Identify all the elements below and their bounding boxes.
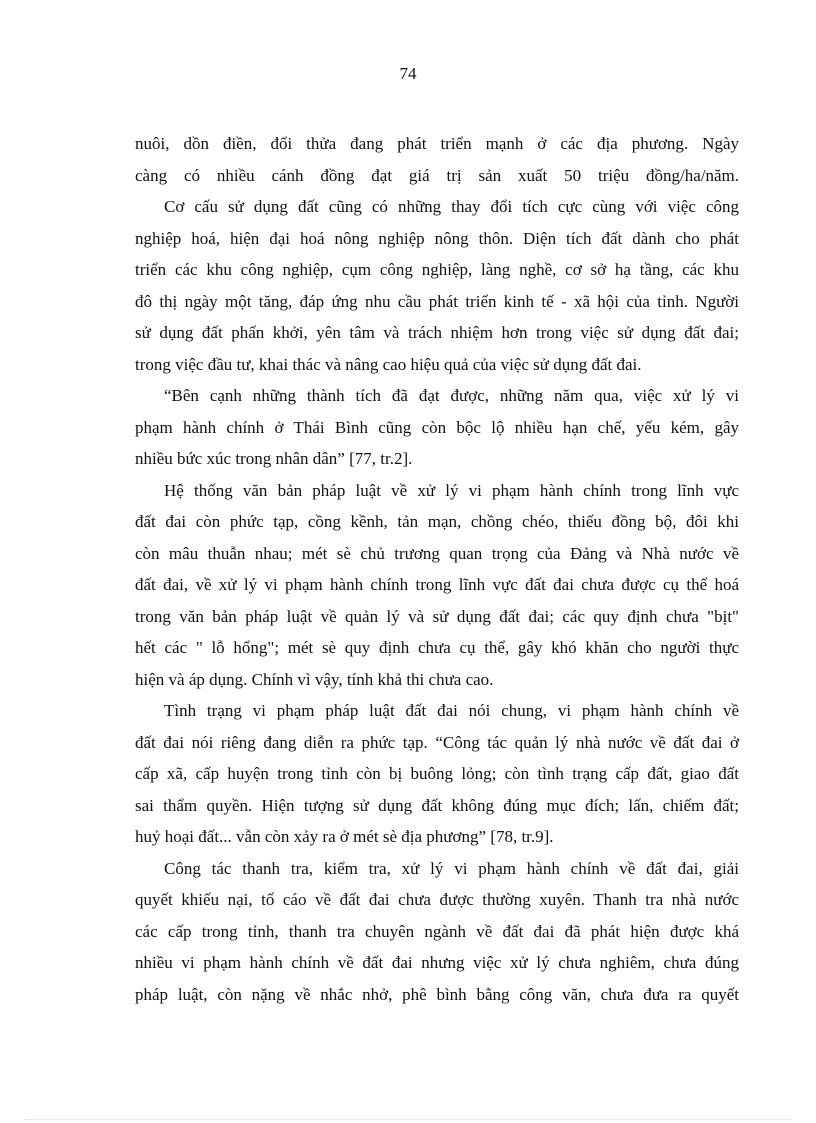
text-line: đô thị ngày một tăng, đáp ứng nhu cầu phát triển kinh tế - xã hội của tỉnh. Người xyxy=(135,291,739,311)
text-line: nhiều vi phạm hành chính về đất đai nhưng việc xử lý chưa nghiêm, chưa đúng xyxy=(135,953,739,972)
text-line: triển các khu công nghiệp, cụm công nghiệp, làng nghề, cơ sở hạ tầng, các khu xyxy=(135,260,739,279)
text-line: các cấp trong tỉnh, thanh tra chuyên ngành về đất đai đã phát hiện được khá xyxy=(135,921,739,941)
text-line: trong việc đầu tư, khai thác và nâng cao hiệu quả của việc sử dụng đất đai. xyxy=(135,354,642,374)
document-body xyxy=(135,128,739,1010)
text-line: “Bên cạnh những thành tích đã đạt được, những năm qua, việc xử lý vi xyxy=(164,386,739,405)
paragraph xyxy=(135,475,739,696)
paragraph xyxy=(135,695,739,853)
text-line: hiện và áp dụng. Chính vì vậy, tính khả thi chưa cao. xyxy=(135,669,494,689)
text-line: nuôi, dồn điền, đổi thửa đang phát triển mạnh ở các địa phương. Ngày xyxy=(135,134,739,153)
text-line: đất đai nói riêng đang diễn ra phức tạp. “Công tác quản lý nhà nước về đất đai ở xyxy=(135,732,739,752)
text-line: quyết khiếu nại, tố cáo về đất đai chưa được thường xuyên. Thanh tra nhà nước xyxy=(135,890,739,909)
text-line: pháp luật, còn nặng về nhắc nhở, phê bình bằng công văn, chưa đưa ra quyết xyxy=(135,984,739,1004)
text-line: nhiều bức xúc trong nhân dân” [77, tr.2]. xyxy=(135,449,413,468)
paragraph xyxy=(135,128,739,191)
text-line: sai thẩm quyền. Hiện tượng sử dụng đất không đúng mục đích; lấn, chiếm đất; xyxy=(135,795,739,815)
paragraph xyxy=(135,380,739,475)
text-line: Công tác thanh tra, kiểm tra, xử lý vi phạm hành chính về đất đai, giải xyxy=(164,858,739,878)
text-line: đất đai còn phức tạp, cồng kềnh, tản mạn, chồng chéo, thiếu đồng bộ, đôi khi xyxy=(135,512,739,531)
paragraph xyxy=(135,191,739,380)
text-line: nghiệp hoá, hiện đại hoá nông nghiệp nông thôn. Diện tích đất dành cho phát xyxy=(135,228,739,248)
text-line: huỷ hoại đất... vẫn còn xảy ra ở mét sè địa phương” [78, tr.9]. xyxy=(135,827,554,846)
text-line: Hệ thống văn bản pháp luật về xử lý vi phạm hành chính trong lĩnh vực xyxy=(164,480,739,500)
text-line: trong văn bản pháp luật về quản lý và sử dụng đất đai; các quy định chưa "bịt" xyxy=(135,606,739,626)
text-line: cấp xã, cấp huyện trong tỉnh còn bị buông lỏng; còn tình trạng cấp đất, giao đất xyxy=(135,764,739,783)
text-line: hết các " lỗ hổng"; mét sè quy định chưa cụ thể, gây khó khăn cho người thực xyxy=(135,638,739,657)
text-line: Cơ cấu sử dụng đất cũng có những thay đổi tích cực cùng với việc công xyxy=(164,197,739,216)
page-number: 74 xyxy=(399,64,417,83)
text-line: Tình trạng vi phạm pháp luật đất đai nói chung, vi phạm hành chính về xyxy=(164,701,739,720)
text-line: đất đai, về xử lý vi phạm hành chính trong lĩnh vực đất đai chưa được cụ thể hoá xyxy=(135,575,739,594)
text-line: phạm hành chính ở Thái Bình cũng còn bộc lộ nhiều hạn chế, yếu kém, gây xyxy=(135,417,739,437)
paragraph xyxy=(135,853,739,1011)
text-line: càng có nhiều cánh đồng đạt giá trị sản xuất 50 triệu đồng/ha/năm. xyxy=(135,165,739,185)
text-line: sử dụng đất phấn khởi, yên tâm và trách nhiệm hơn trong việc sử dụng đất đai; xyxy=(135,323,739,342)
page-edge-divider xyxy=(24,1119,792,1120)
text-line: còn mâu thuẫn nhau; mét sè chủ trương quan trọng của Đảng và Nhà nước về xyxy=(135,543,739,563)
